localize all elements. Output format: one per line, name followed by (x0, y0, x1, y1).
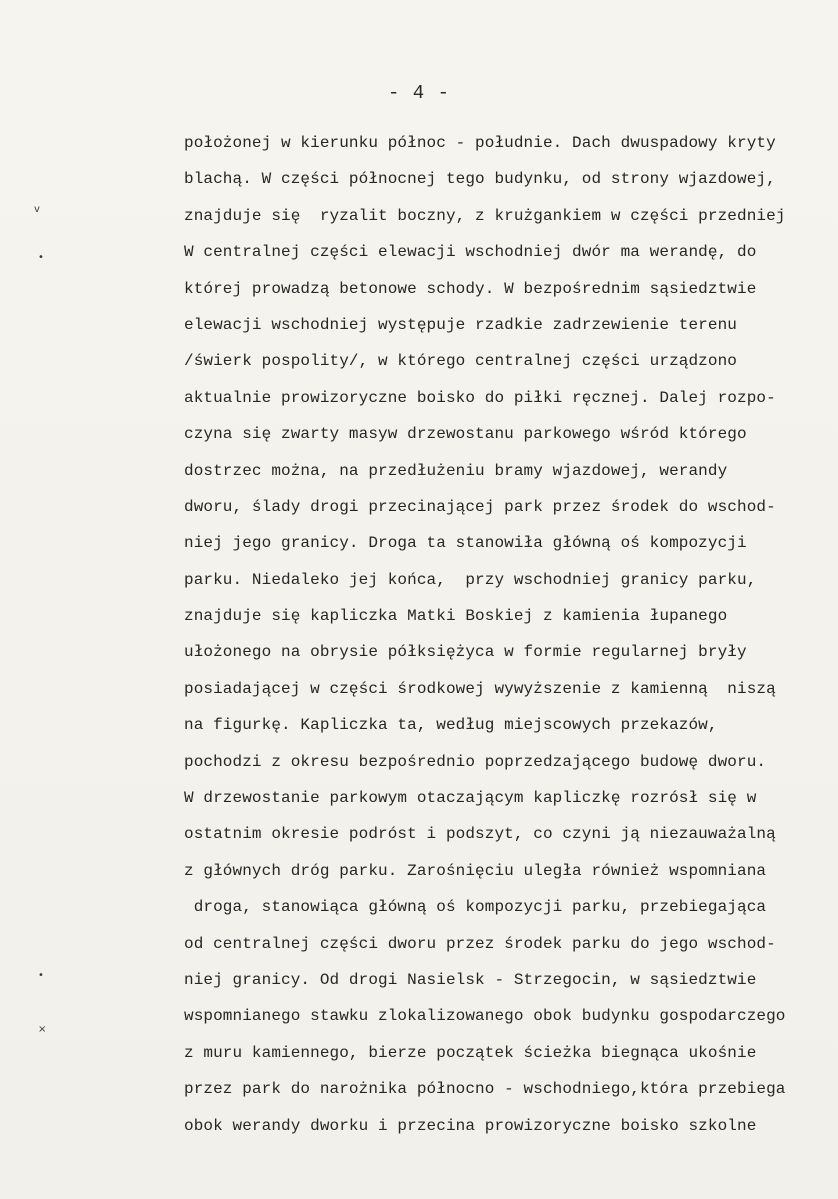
text-line: niej granicy. Od drogi Nasielsk - Strzegocin, w sąsiedztwie (184, 970, 757, 989)
text-line: czyna się zwarty masyw drzewostanu parkowego wśród którego (184, 425, 747, 444)
page-number: - 4 - (387, 82, 450, 104)
text-line: dworu, ślady drogi przecinającej park przez środek do wschod- (184, 497, 776, 516)
margin-mark: • (38, 970, 44, 981)
text-line: aktualnie prowizoryczne boisko do piłki ręcznej. Dalej rozpo- (184, 388, 776, 407)
margin-mark: v (34, 204, 40, 215)
text-line: parku. Niedaleko jej końca, przy wschodniej granicy parku, (184, 570, 757, 589)
text-line: na figurkę. Kapliczka ta, według miejscowych przekazów, (184, 716, 718, 735)
text-line: dostrzec można, na przedłużeniu bramy wjazdowej, werandy (184, 461, 728, 480)
text-line: elewacji wschodniej występuje rzadkie zadrzewienie terenu (184, 315, 737, 334)
text-line: /świerk pospolity/, w którego centralnej części urządzono (184, 352, 737, 371)
margin-mark: × (38, 1024, 47, 1035)
margin-mark: • (38, 252, 44, 263)
text-line: znajduje się kapliczka Matki Boskiej z kamienia łupanego (184, 607, 728, 626)
text-line: z muru kamiennego, bierze początek ścieżka biegnąca ukośnie (184, 1043, 757, 1062)
text-line: niej jego granicy. Droga ta stanowiła główną oś kompozycji (184, 534, 747, 553)
text-line: W drzewostanie parkowym otaczającym kapliczkę rozrósł się w (184, 789, 757, 808)
text-line: pochodzi z okresu bezpośrednio poprzedzającego budowę dworu. (184, 752, 767, 771)
text-line: od centralnej części dworu przez środek parku do jego wschod- (184, 934, 776, 953)
text-line: blachą. W części północnej tego budynku, od strony wjazdowej, (184, 170, 776, 189)
text-line: W centralnej części elewacji wschodniej dwór ma werandę, do (184, 243, 757, 262)
text-line: położonej w kierunku północ - południe. Dach dwuspadowy kryty (184, 134, 776, 152)
text-line: przez park do narożnika północno - wschodniego,która przebiega (184, 1080, 786, 1099)
text-line: której prowadzą betonowe schody. W bezpośrednim sąsiedztwie (184, 279, 757, 298)
text-line: ułożonego na obrysie półksiężyca w formie regularnej bryły (184, 643, 747, 662)
text-line: obok werandy dworku i przecina prowizoryczne boisko szkolne (184, 1116, 757, 1135)
text-line: droga, stanowiąca główną oś kompozycji parku, przebiegająca (184, 898, 767, 917)
text-line: z głównych dróg parku. Zarośnięciu uległa również wspomniana (184, 861, 767, 880)
text-line: wspomnianego stawku zlokalizowanego obok budynku gospodarczego (184, 1007, 786, 1026)
text-line: znajduje się ryzalit boczny, z krużgankiem w części przedniej (184, 206, 786, 225)
text-line: ostatnim okresie podróst i podszyt, co czyni ją niezauważalną (184, 825, 776, 844)
body-text (184, 125, 838, 1144)
text-line: posiadającej w części środkowej wywyższenie z kamienną niszą (184, 679, 776, 698)
